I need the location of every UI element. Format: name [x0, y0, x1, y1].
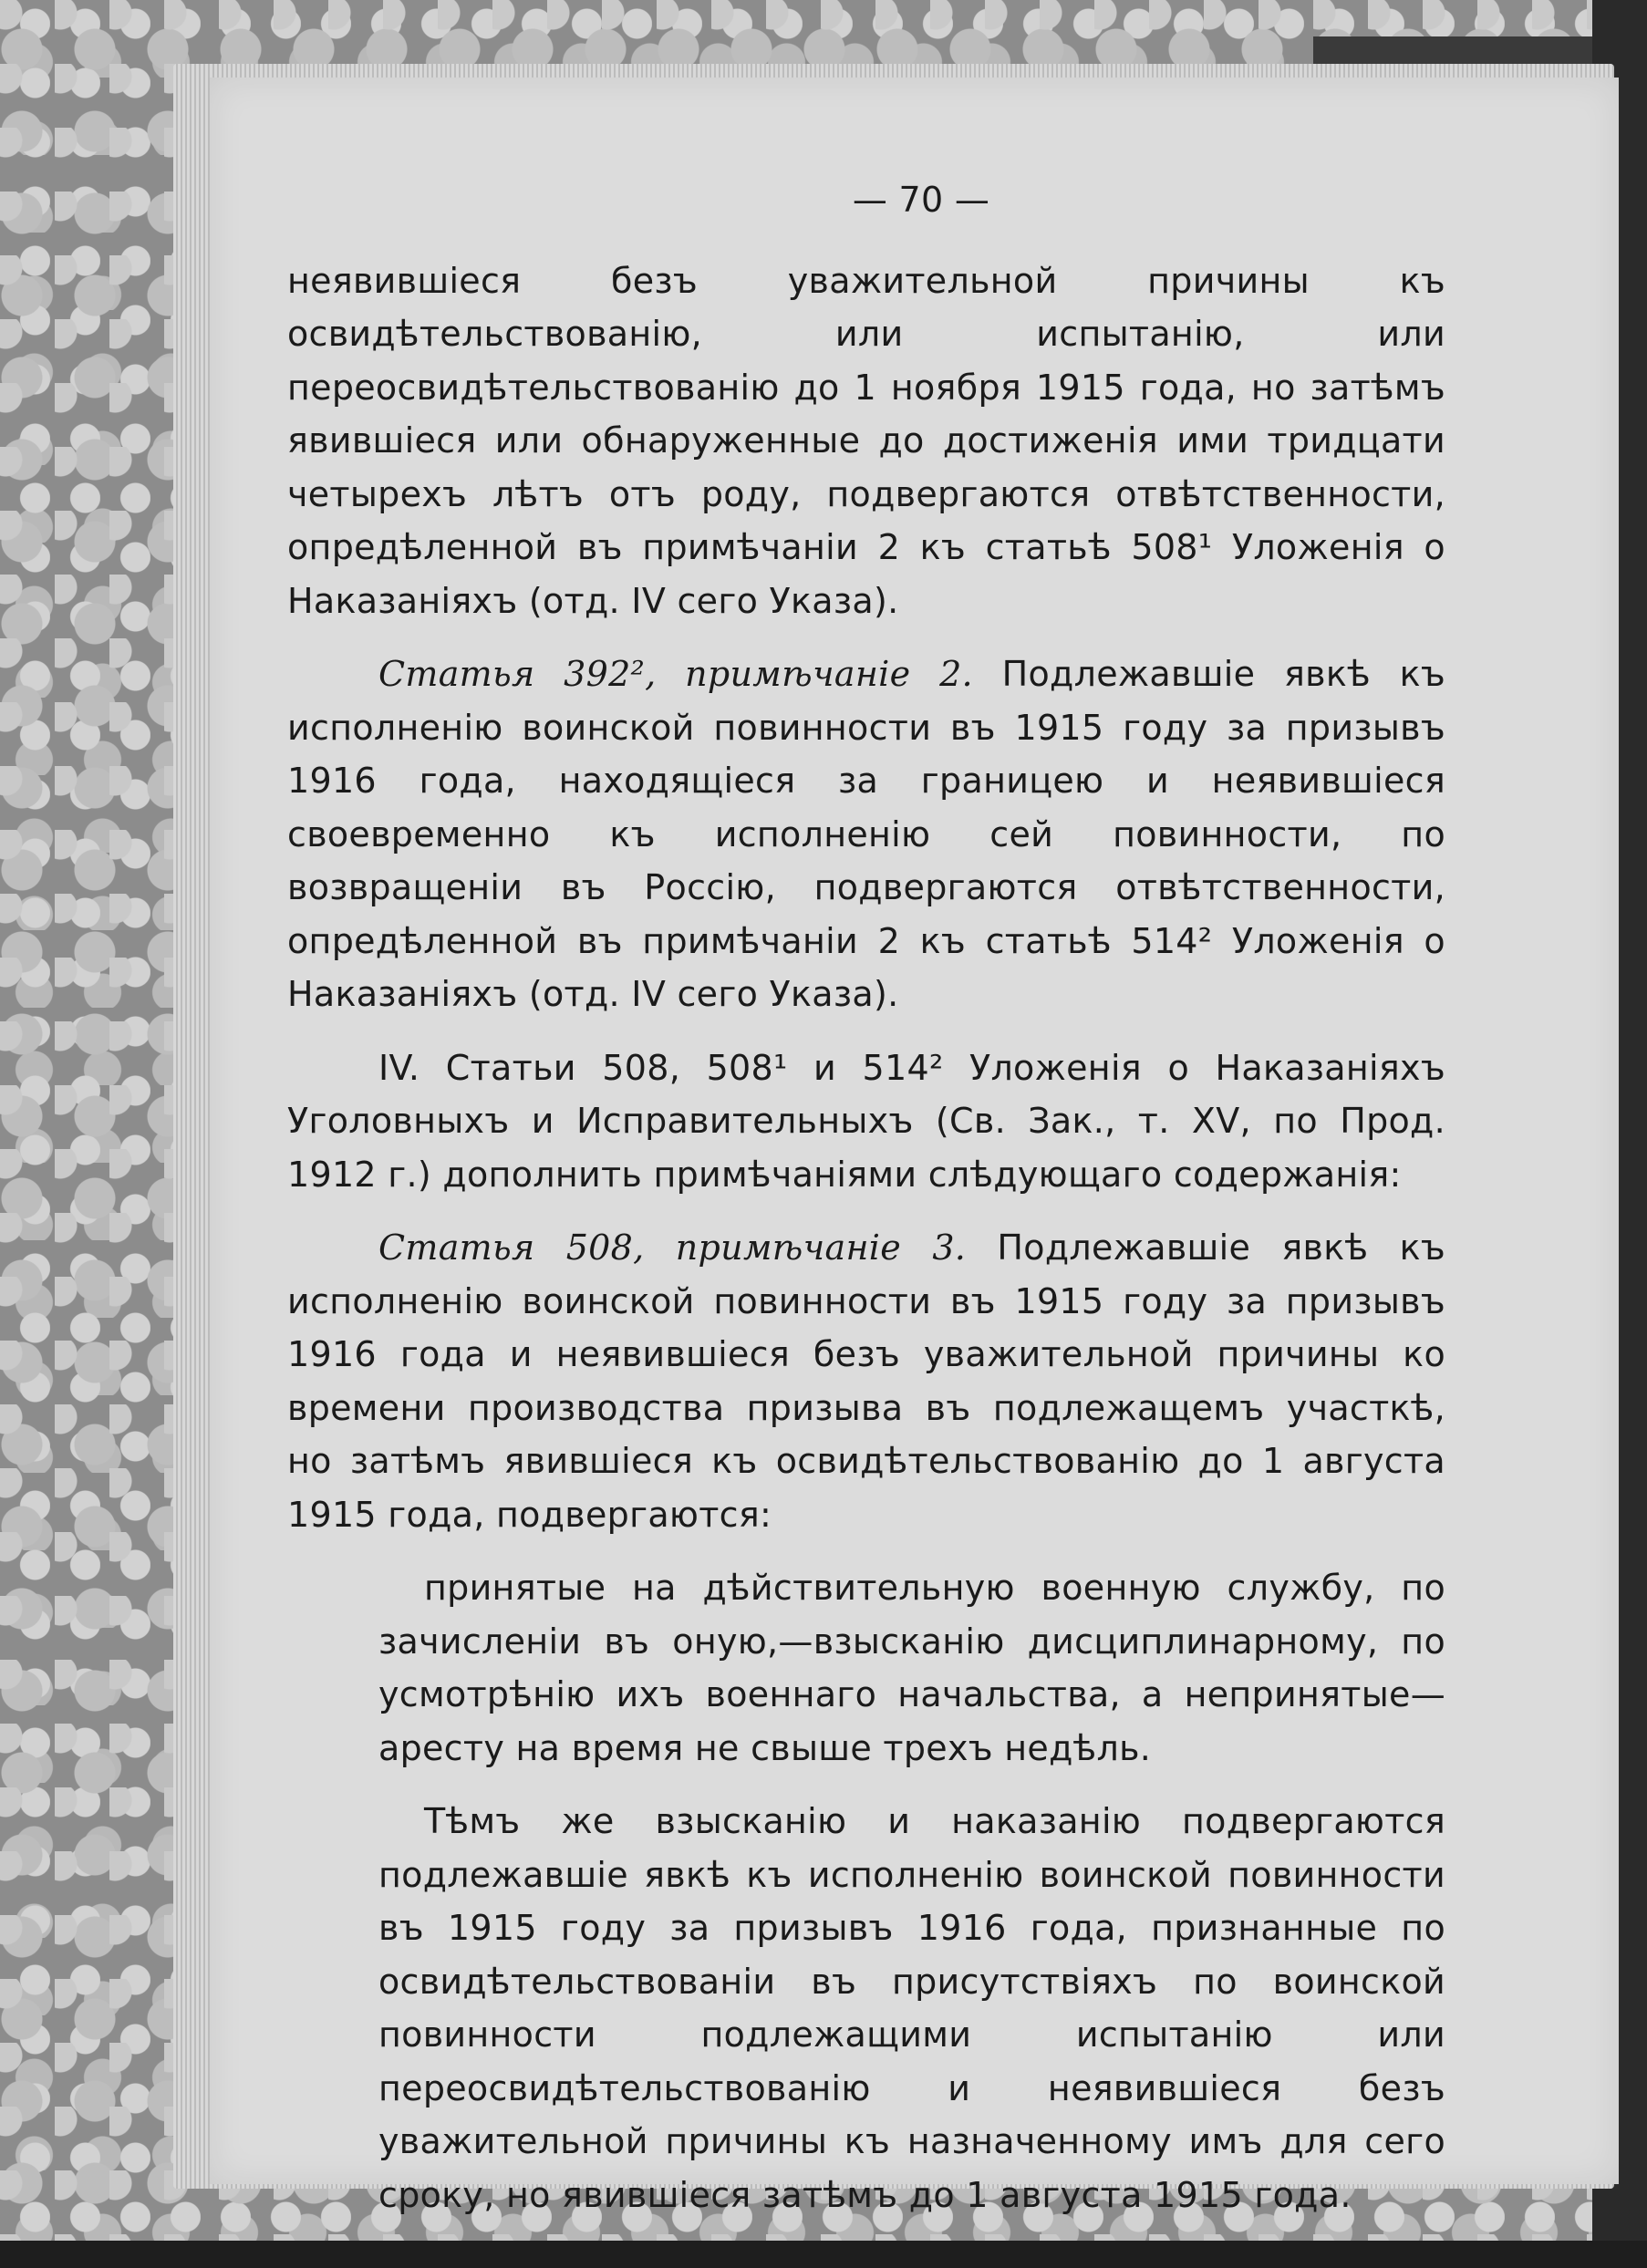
article-heading-508: Статья 508, примѣчаніе 3.	[378, 1227, 967, 1268]
paragraph-section-iv: IV. Статьи 508, 508¹ и 514² Уложенія о Наказаніяхъ Уголовныхъ и Исправительныхъ (Св. Зак., т. XV, по Прод. 1912 г.) дополнить примѣчаніями слѣдующаго содержанія:	[287, 1047, 1445, 1195]
page-text	[287, 173, 1445, 2221]
paragraph-article-392	[287, 647, 1445, 1021]
paragraph-penalty-accepted: принятые на дѣйствительную военную службу, по зачисленіи въ оную,—взысканію дисциплинарному, по усмотрѣнію ихъ военнаго начальства, а непринятые—аресту на время не свыше трехъ недѣль.	[378, 1568, 1445, 1768]
page-number: — 70 —	[852, 180, 990, 220]
paragraph-penalty-same: Тѣмъ же взысканію и наказанію подвергаются подлежавшіе явкѣ къ исполненію воинской повинности въ 1915 году за призывъ 1916 года, признанные по освидѣтельствованіи въ присутствіяхъ по воинской повинности подлежащими испытанію или переосвидѣтельствованію и неявившіеся безъ уважительной причины къ назначенному имъ для сего сроку, но явившіеся затѣмъ до 1 августа 1915 года.	[378, 1801, 1445, 2215]
paragraph-article-508	[287, 1221, 1445, 1541]
paragraph-1: неявившіеся безъ уважительной причины къ освидѣтельствованію, или испытанію, или переосвидѣтельствованію до 1 ноября 1915 года, но затѣмъ явившіеся или обнаруженные до достиженія ими тридцати четырехъ лѣтъ отъ роду, подвергаются отвѣтственности, опредѣленной въ примѣчаніи 2 къ статьѣ 508¹ Уложенія о Наказаніяхъ (отд. IV сего Указа).	[287, 260, 1445, 621]
article-heading-392: Статья 392², примѣчаніе 2.	[378, 654, 973, 694]
book-page	[210, 78, 1619, 2215]
article-body-508: Подлежавшіе явкѣ къ исполненію воинской повинности въ 1915 году за призывъ 1916 года и неявившіеся безъ уважительной причины ко времени производства призыва въ подлежащемъ участкѣ, но затѣмъ явившіеся къ освидѣтельствованію до 1 августа 1915 года, подвергаются:	[287, 1227, 1445, 1535]
book-cover-bottom-edge	[0, 2241, 1647, 2268]
article-body-392: Подлежавшіе явкѣ къ исполненію воинской повинности въ 1915 году за призывъ 1916 года, находящіеся за границею и неявившіеся своевременно къ исполненію сей повинности, по возвращеніи въ Россію, подвергаются отвѣтственности, опредѣленной въ примѣчаніи 2 къ статьѣ 514² Уложенія о Наказаніяхъ (отд. IV сего Указа).	[287, 654, 1445, 1014]
